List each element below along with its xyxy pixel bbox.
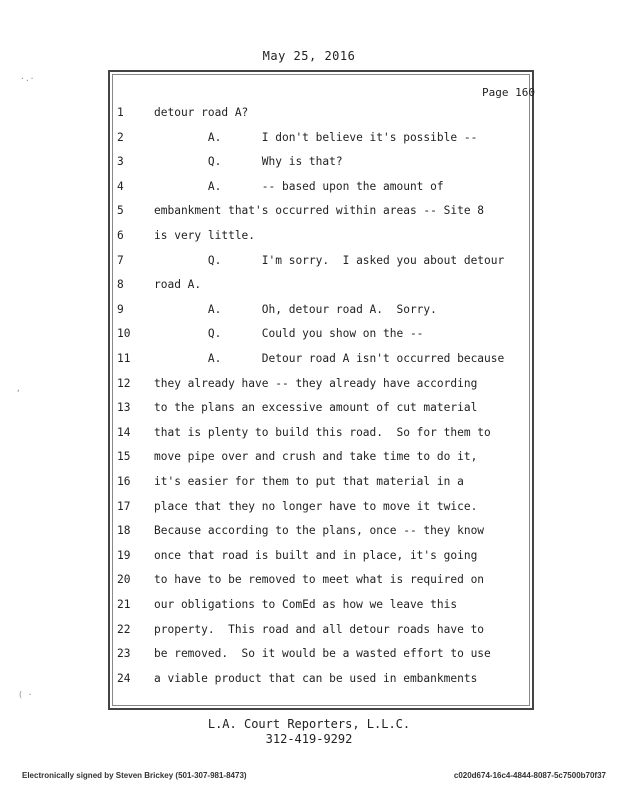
line-text: A. Oh, detour road A. Sorry. xyxy=(154,302,437,316)
line-number: 10 xyxy=(117,327,131,341)
line-number: 16 xyxy=(117,475,131,488)
line-text: a viable product that can be used in embankments xyxy=(154,671,478,685)
transcript-line xyxy=(0,303,618,323)
line-text: be removed. So it would be a wasted effort to use xyxy=(154,647,491,661)
line-number: 11 xyxy=(117,352,131,365)
scan-speck: , xyxy=(16,384,21,393)
transcript-line xyxy=(0,500,618,520)
line-text: that is plenty to build this road. So for them to xyxy=(154,425,491,439)
transcript-line xyxy=(0,131,618,151)
line-number: 19 xyxy=(117,548,131,562)
line-text: they already have -- they already have according xyxy=(154,376,478,390)
line-number: 7 xyxy=(117,253,124,267)
line-text: Q. Could you show on the -- xyxy=(154,327,424,341)
transcript-line xyxy=(0,278,618,298)
line-number: 13 xyxy=(117,401,131,415)
transcript-line xyxy=(0,254,618,274)
transcript-line xyxy=(0,352,618,372)
line-number: 20 xyxy=(117,573,131,587)
document-id: c020d674-16c4-4844-8087-5c7500b70f37 xyxy=(453,771,606,780)
line-number: 12 xyxy=(117,376,131,390)
transcript-line xyxy=(0,549,618,569)
court-reporter-name: L.A. Court Reporters, L.L.C. xyxy=(207,717,411,731)
line-number: 23 xyxy=(117,647,131,661)
line-number: 14 xyxy=(117,425,131,439)
line-number: 6 xyxy=(117,229,124,242)
scan-speck: ( · xyxy=(18,690,33,699)
line-number: 2 xyxy=(117,130,124,144)
transcript-line xyxy=(0,327,618,347)
line-number: 21 xyxy=(117,598,131,611)
line-number: 9 xyxy=(117,302,124,316)
transcript-line xyxy=(0,573,618,593)
line-text: Q. Why is that? xyxy=(154,155,343,169)
line-text: road A. xyxy=(154,278,202,292)
line-text: property. This road and all detour roads have to xyxy=(154,622,485,636)
line-number: 22 xyxy=(117,622,131,636)
line-text: Q. I'm sorry. I asked you about detour xyxy=(154,253,505,267)
line-text: to have to be removed to meet what is required on xyxy=(154,573,485,587)
line-text: A. I don't believe it's possible -- xyxy=(154,130,478,144)
line-text: it's easier for them to put that material in a xyxy=(154,475,464,488)
page-number: Page 160 xyxy=(482,86,535,99)
transcript-line xyxy=(0,106,618,126)
transcript-line xyxy=(0,475,618,495)
transcript-line xyxy=(0,426,618,446)
line-text: embankment that's occurred within areas -- Site 8 xyxy=(154,204,485,218)
transcript-line xyxy=(0,598,618,618)
transcript-line xyxy=(0,229,618,249)
line-text: detour road A? xyxy=(154,106,249,119)
scan-speck: ·.· xyxy=(20,74,35,83)
line-text: A. Detour road A isn't occurred because xyxy=(154,352,505,365)
court-reporter-phone: 312-419-9292 xyxy=(265,732,353,746)
line-number: 4 xyxy=(117,179,124,193)
line-number: 17 xyxy=(117,499,131,513)
line-text: A. -- based upon the amount of xyxy=(154,179,444,193)
transcript-line xyxy=(0,180,618,200)
transcript-line xyxy=(0,647,618,667)
line-text: move pipe over and crush and take time to do it, xyxy=(154,450,478,464)
transcript-date: May 25, 2016 xyxy=(262,49,356,63)
line-text: our obligations to ComEd as how we leave this xyxy=(154,598,458,611)
transcript-line xyxy=(0,204,618,224)
transcript-line xyxy=(0,623,618,643)
line-text: is very little. xyxy=(154,229,256,242)
transcript-line xyxy=(0,401,618,421)
transcript-line xyxy=(0,672,618,692)
line-number: 18 xyxy=(117,524,131,538)
line-text: place that they no longer have to move it twice. xyxy=(154,499,478,513)
transcript-line xyxy=(0,377,618,397)
line-number: 15 xyxy=(117,450,131,464)
transcript-line xyxy=(0,155,618,175)
electronic-signature: Electronically signed by Steven Brickey (501-307-981-8473) xyxy=(22,771,247,780)
line-number: 5 xyxy=(117,204,124,218)
line-number: 3 xyxy=(117,155,124,169)
line-text: Because according to the plans, once -- they know xyxy=(154,524,485,538)
line-text: to the plans an excessive amount of cut material xyxy=(154,401,478,415)
line-number: 1 xyxy=(117,106,124,119)
line-text: once that road is built and in place, it's going xyxy=(154,548,478,562)
transcript-line xyxy=(0,450,618,470)
line-number: 24 xyxy=(117,671,131,685)
transcript-line xyxy=(0,524,618,544)
line-number: 8 xyxy=(117,278,124,292)
